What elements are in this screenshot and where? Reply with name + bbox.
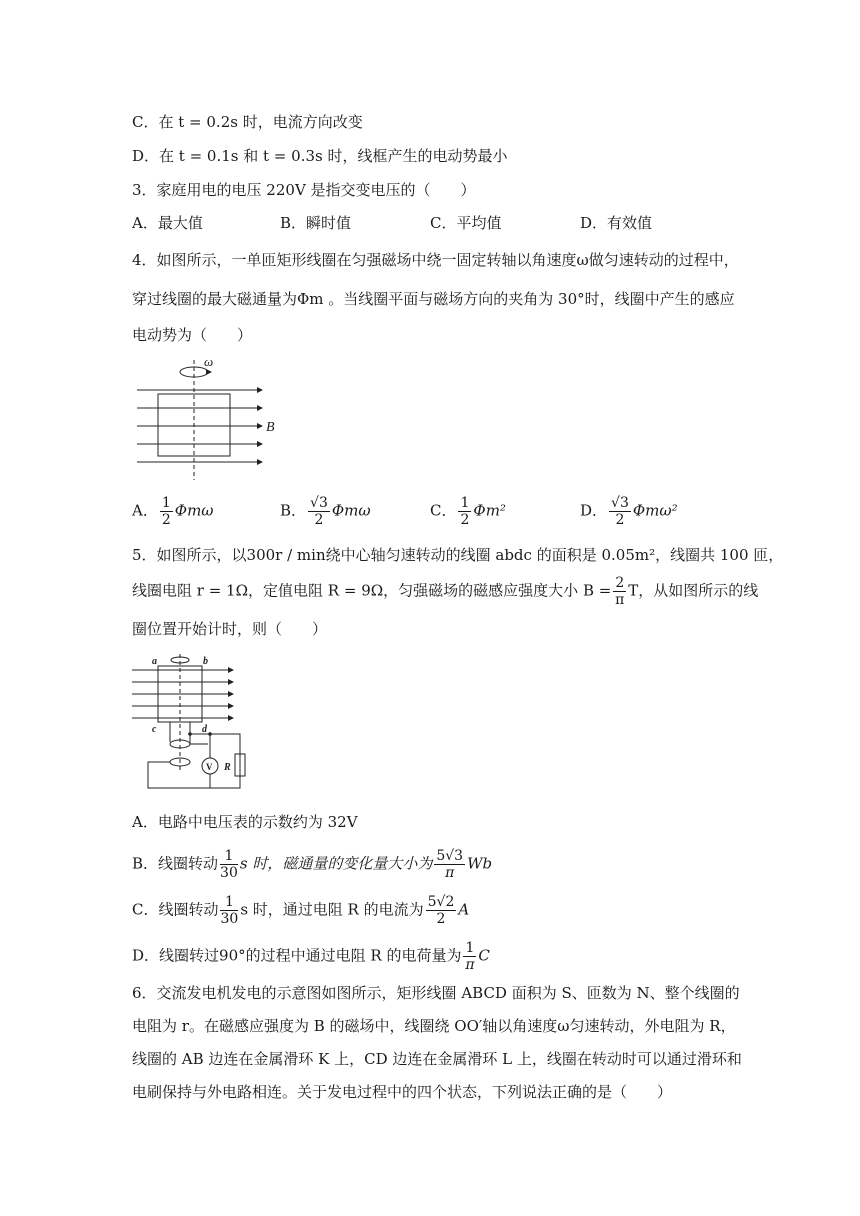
q5-option-a: A．电路中电压表的示数约为 32V [132,813,358,831]
q5-option-b: B．线圈转动 $\frac{1}{30}$ s 时，磁通量的变化量大小为 $\frac{5√3}{\pi}$ Wb [132,848,493,881]
q3-stem: 3．家庭用电的电压 220V 是指交变电压的（ ） [132,181,476,199]
q4-option-b: B． $\frac{√3}{2}$ Φmω [280,495,371,528]
q4-stem-line2: 穿过线圈的最大磁通量为Φm 。当线圈平面与磁场方向的夹角为 30°时，线圈中产生的感应 [132,290,735,308]
q5-figure [130,650,260,795]
q5-label-v: V [206,762,213,772]
q5-stem-line2: 线圈电阻 r = 1Ω，定值电阻 R = 9Ω，匀强磁场的磁感应强度大小 B = $\frac{2}{\pi}$ T，从如图所示的线 [132,575,759,608]
q4-stem-line3: 电动势为（ ） [132,326,253,344]
q3-option-a: A．最大值 [132,214,203,232]
q5-label-c: c [152,724,157,735]
q5-stem-line3: 圈位置开始计时，则（ ） [132,620,328,638]
q4-figure [132,352,282,482]
q5-label-r: R [224,762,231,773]
q4-option-d: D． $\frac{√3}{2}$ Φmω² [580,495,678,528]
q6-line4: 电刷保持与外电路相连。关于发电过程中的四个状态，下列说法正确的是（ ） [132,1083,673,1101]
q5-option-c: C．线圈转动 $\frac{1}{30}$ s 时，通过电阻 R 的电流为 $\frac{5√2}{2}$ A [132,894,470,927]
q5-stem-line1: 5．如图所示，以300r / min绕中心轴匀速转动的线圈 abdc 的面积是 0.05m²，线圈共 100 匝， [132,546,784,564]
q5-option-d: D．线圈转过90°的过程中通过电阻 R 的电荷量为 $\frac{1}{\pi}$ C [132,940,490,973]
q6-line1: 6．交流发电机发电的示意图如图所示，矩形线圈 ABCD 面积为 S、匝数为 N、整个线圈的 [132,984,740,1002]
q6-line3: 线圈的 AB 边连在金属滑环 K 上，CD 边连在金属滑环 L 上，线圈在转动时可以通过滑环和 [132,1050,742,1068]
q4-option-c: C． $\frac{1}{2}$ Φm² [430,495,506,528]
q3-option-b: B．瞬时值 [280,214,352,232]
q4-omega-label: ω [204,354,214,369]
q3-option-d: D．有效值 [580,214,653,232]
q2-option-c: C．在 t = 0.2s 时，电流方向改变 [132,113,363,131]
q5-label-b: b [203,656,208,667]
q6-line2: 电阻为 r。在磁感应强度为 B 的磁场中，线圈绕 OO′轴以角速度ω匀速转动，外电阻为 R， [132,1017,736,1035]
q3-option-c: C．平均值 [430,214,502,232]
q4-option-a: A． $\frac{1}{2}$ Φmω [132,495,214,528]
q5-label-d: d [202,724,207,735]
q4-stem-line1: 4．如图所示，一单匝矩形线圈在匀强磁场中绕一固定转轴以角速度ω做匀速转动的过程中， [132,251,739,269]
q5-label-a: a [152,656,157,667]
q2-option-d: D．在 t = 0.1s 和 t = 0.3s 时，线框产生的电动势最小 [132,147,508,165]
q4-b-label: B [266,420,275,435]
